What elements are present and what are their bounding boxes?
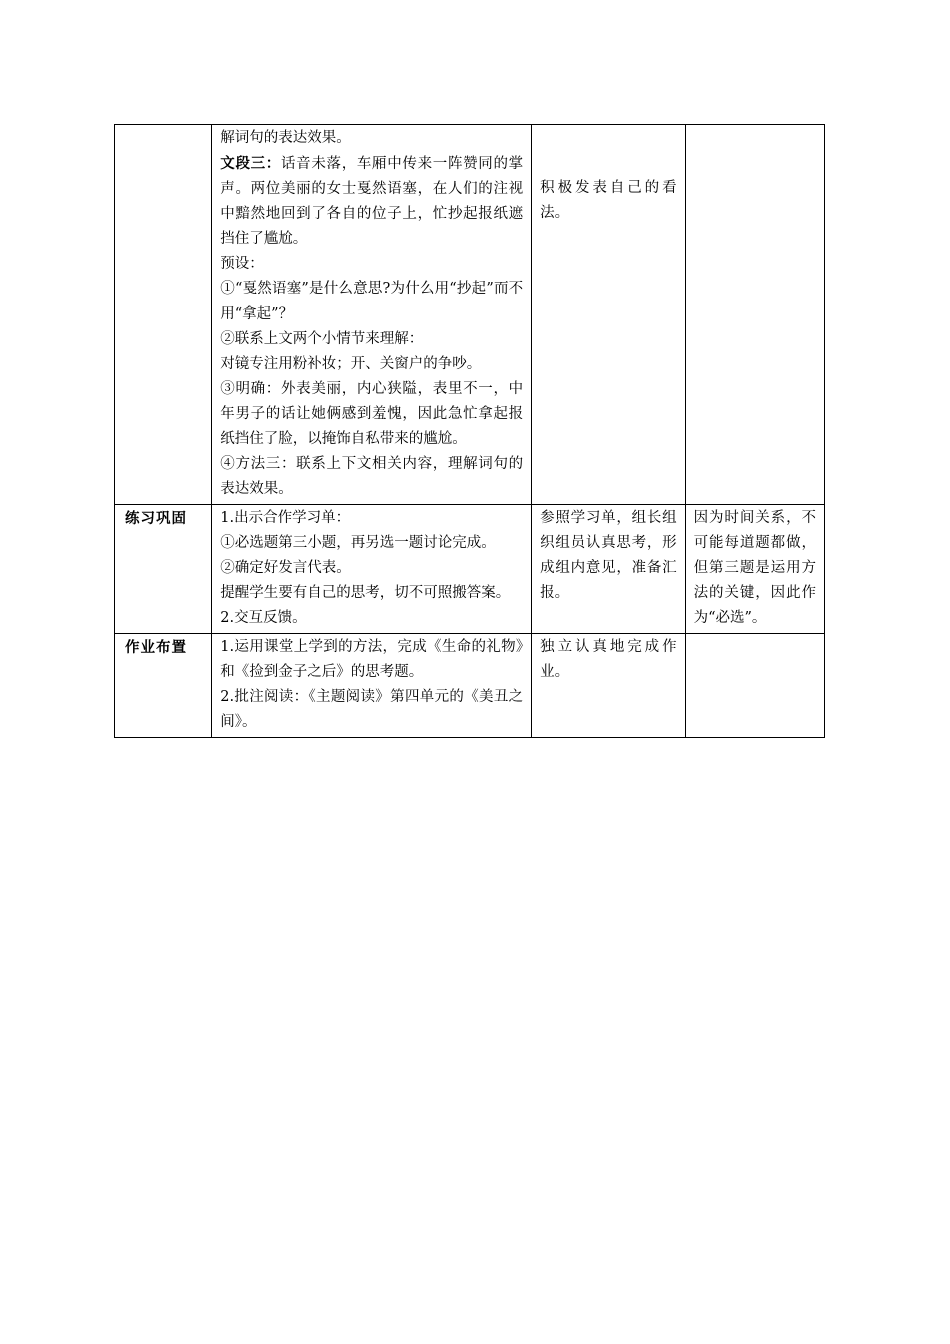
student-activity-text: 独立认真地完成作业。 bbox=[540, 639, 677, 680]
teacher-line: 1.出示合作学习单： bbox=[220, 510, 351, 526]
design-note-cell bbox=[685, 125, 824, 505]
student-activity-text: 积极发表自己的看法。 bbox=[540, 180, 677, 221]
teacher-line: 对镜专注用粉补妆；开、关窗户的争吵。 bbox=[220, 356, 482, 372]
cell-spacer bbox=[540, 126, 676, 176]
teacher-line: ②联系上文两个小情节来理解： bbox=[220, 331, 424, 347]
stage-label bbox=[123, 130, 125, 147]
teacher-line: ③明确：外表美丽，内心狭隘，表里不一，中年男子的话让她俩感到羞愧，因此急忙拿起报纸挡住了脸，以掩饰自私带来的尴尬。 bbox=[220, 381, 524, 447]
table-row bbox=[115, 505, 825, 634]
teacher-line: 2.批注阅读：《主题阅读》第四单元的《美丑之间》。 bbox=[220, 689, 524, 730]
student-activity-cell bbox=[532, 505, 685, 634]
teacher-activity-cell bbox=[212, 125, 532, 505]
teacher-activity-cell bbox=[212, 634, 532, 738]
passage-text: 话音未落，车厢中传来一阵赞同的掌声。两位美丽的女士戛然语塞，在人们的注视中黯然地回到了各自的位子上，忙抄起报纸遮挡住了尴尬。 bbox=[220, 156, 524, 247]
stage-cell bbox=[115, 634, 212, 738]
stage-cell bbox=[115, 125, 212, 505]
teacher-line: ①“戛然语塞”是什么意思?为什么用“抄起”而不用“拿起”？ bbox=[220, 281, 524, 322]
lesson-plan-table bbox=[114, 124, 825, 738]
teacher-line: ②确定好发言代表。 bbox=[220, 560, 351, 576]
student-activity-text: 参照学习单，组长组织组员认真思考，形成组内意见，准备汇报。 bbox=[540, 510, 677, 601]
design-note-text: 因为时间关系，不可能每道题都做，但第三题是运用方法的关键，因此作为“必选”。 bbox=[693, 510, 816, 626]
table-row bbox=[115, 634, 825, 738]
table-row bbox=[115, 125, 825, 505]
teacher-line: 2.交互反馈。 bbox=[220, 610, 307, 626]
teacher-line: 预设： bbox=[220, 256, 264, 272]
teacher-activity-cell bbox=[212, 505, 532, 634]
teacher-line: 提醒学生要有自己的思考，切不可照搬答案。 bbox=[220, 585, 511, 601]
student-activity-cell bbox=[532, 634, 685, 738]
passage-label: 文段三： bbox=[220, 155, 281, 172]
student-activity-cell bbox=[532, 125, 685, 505]
stage-label: 作业布置 bbox=[125, 639, 187, 656]
passage-paragraph bbox=[220, 151, 523, 252]
teacher-line: 解词句的表达效果。 bbox=[220, 130, 351, 146]
teacher-line: 1.运用课堂上学到的方法，完成《生命的礼物》和《捡到金子之后》的思考题。 bbox=[220, 639, 524, 680]
teacher-line: ④方法三：联系上下文相关内容，理解词句的表达效果。 bbox=[220, 456, 524, 497]
design-note-cell bbox=[685, 505, 824, 634]
stage-label: 练习巩固 bbox=[125, 510, 187, 527]
design-note-cell bbox=[685, 634, 824, 738]
stage-cell bbox=[115, 505, 212, 634]
teacher-line: ①必选题第三小题，再另选一题讨论完成。 bbox=[220, 535, 496, 551]
